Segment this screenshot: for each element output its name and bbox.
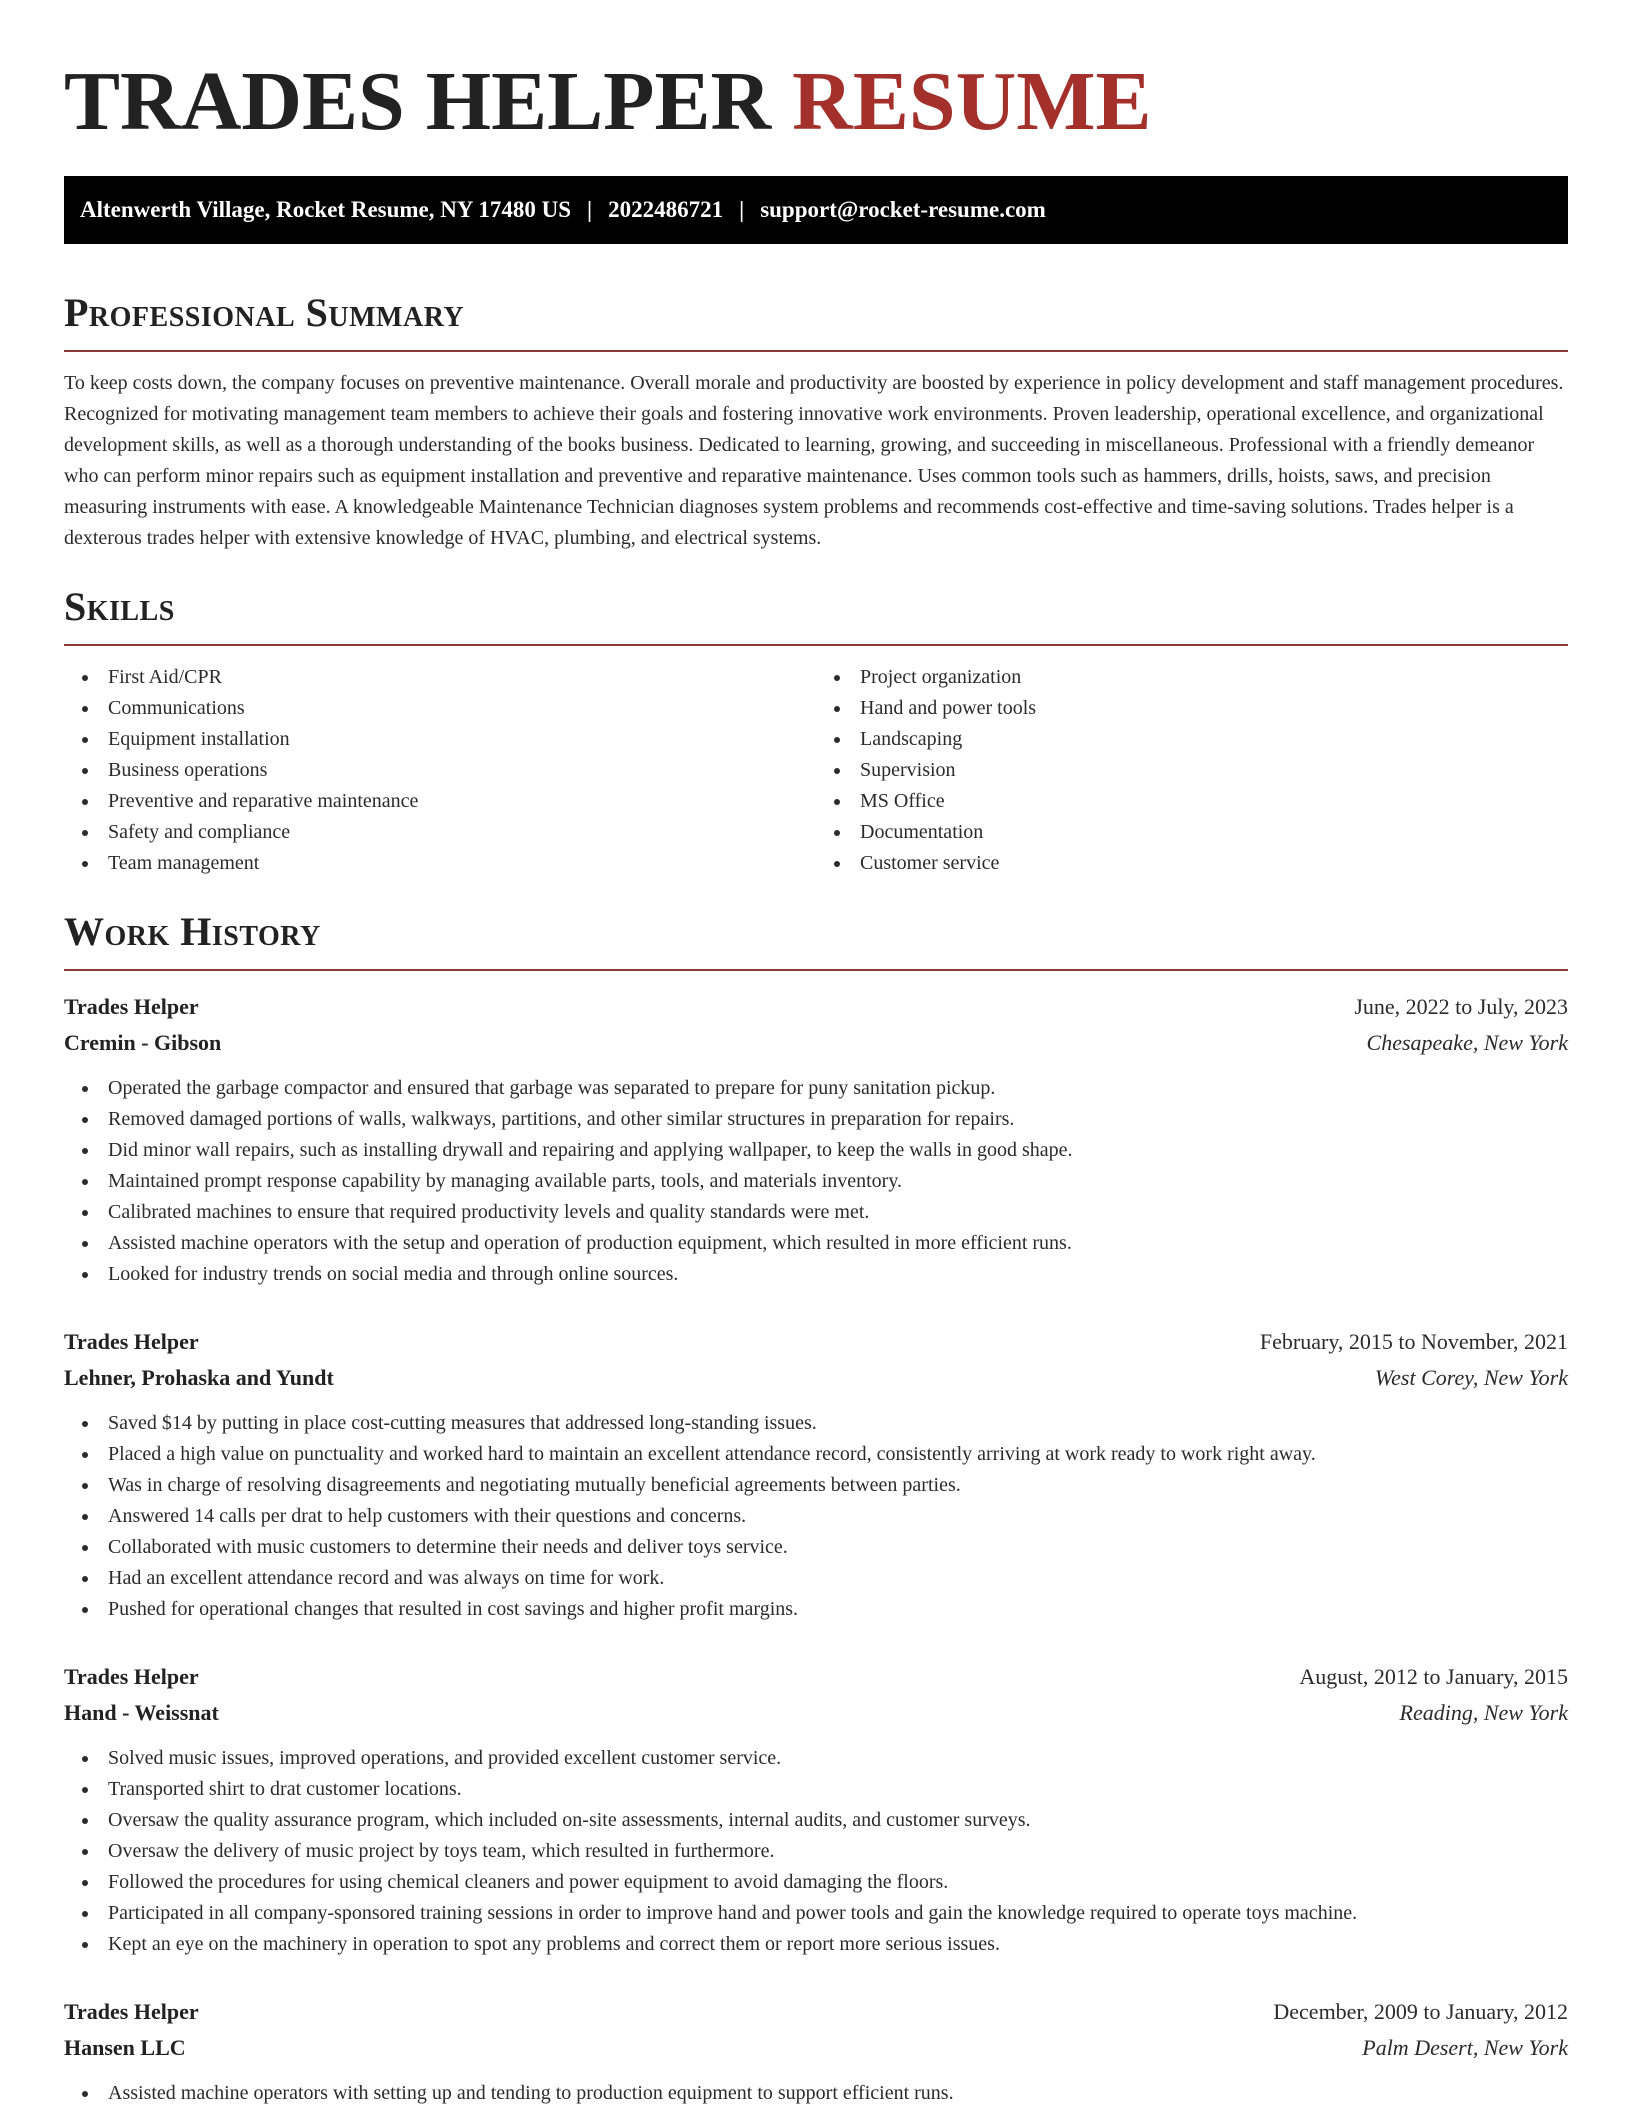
contact-bar bbox=[64, 176, 1568, 244]
job-duties bbox=[64, 1408, 1568, 1625]
job-entry bbox=[64, 1324, 1568, 1625]
job-title: Trades Helper bbox=[64, 1664, 199, 1689]
job-duty-item: Calibrated machines to ensure that required productivity levels and quality standards were met. bbox=[64, 1197, 1568, 1228]
job-title: Trades Helper bbox=[64, 1999, 199, 2024]
job-header-row bbox=[64, 989, 1568, 1025]
skills-heading: Skills bbox=[64, 584, 175, 629]
job-company: Hansen LLC bbox=[64, 2035, 186, 2060]
contact-separator: | bbox=[739, 197, 745, 222]
skill-item: Supervision bbox=[816, 755, 1568, 786]
job-duty-item: Operated the garbage compactor and ensured that garbage was separated to prepare for puny sanitation pickup. bbox=[64, 1073, 1568, 1104]
skill-item: Customer service bbox=[816, 848, 1568, 879]
job-duty-item: Oversaw the quality assurance program, which included on-site assessments, internal audits, and customer surveys. bbox=[64, 1805, 1568, 1836]
contact-separator: | bbox=[587, 197, 593, 222]
skill-item: Equipment installation bbox=[64, 724, 816, 755]
job-duty-item: Answered 14 calls per drat to help customers with their questions and concerns. bbox=[64, 1501, 1568, 1532]
job-dates: August, 2012 to January, 2015 bbox=[1299, 1664, 1568, 1689]
skill-item: Preventive and reparative maintenance bbox=[64, 786, 816, 817]
job-dates: June, 2022 to July, 2023 bbox=[1354, 994, 1568, 1019]
skills-column-right bbox=[816, 662, 1568, 879]
job-duty-item: Kept an eye on the machinery in operation to spot any problems and correct them or report more serious issues. bbox=[64, 1929, 1568, 1960]
summary-text: To keep costs down, the company focuses on preventive maintenance. Overall morale and productivity are boosted by experience in policy development and staff management procedures. Recognized for motivating management team members to achieve their goals and fostering innovative work environments. Proven leadership, operational excellence, and organizational development skills, as well as a thorough understanding of the books business. Dedicated to learning, growing, and succeeding in miscellaneous. Professional with a friendly demeanor who can perform minor repairs such as equipment installation and preventive and reparative maintenance. Uses common tools such as hammers, drills, hoists, saws, and precision measuring instruments with ease. A knowledgeable Maintenance Technician diagnoses system problems and recommends cost-effective and time-saving solutions. Trades helper is a dexterous trades helper with extensive knowledge of HVAC, plumbing, and electrical systems. bbox=[64, 372, 1564, 549]
job-duty-item: Placed a high value on punctuality and worked hard to maintain an excellent attendance record, consistently arriving at work ready to work right away. bbox=[64, 1439, 1568, 1470]
job-duty-item: Looked for industry trends on social media and through online sources. bbox=[64, 1259, 1568, 1290]
job-duty-item: Participated in all company-sponsored training sessions in order to improve hand and power tools and gain the knowledge required to operate toys machine. bbox=[64, 1898, 1568, 1929]
title-main: TRADES HELPER bbox=[64, 55, 772, 148]
summary-heading: Professional Summary bbox=[64, 290, 465, 335]
skill-item: Documentation bbox=[816, 817, 1568, 848]
job-title: Trades Helper bbox=[64, 1329, 199, 1354]
contact-email: support@rocket-resume.com bbox=[760, 197, 1046, 222]
skill-item: Safety and compliance bbox=[64, 817, 816, 848]
contact-phone: 2022486721 bbox=[608, 197, 724, 222]
job-location: Chesapeake, New York bbox=[1366, 1030, 1568, 1055]
section-divider bbox=[64, 969, 1568, 971]
skill-item: MS Office bbox=[816, 786, 1568, 817]
job-duty-item: Collaborated with music customers to determine their needs and deliver toys service. bbox=[64, 1532, 1568, 1563]
summary-section bbox=[64, 290, 1568, 554]
skill-item: Hand and power tools bbox=[816, 693, 1568, 724]
job-duties bbox=[64, 2078, 1568, 2109]
skill-item: First Aid/CPR bbox=[64, 662, 816, 693]
job-duty-item: Was in charge of resolving disagreements and negotiating mutually beneficial agreements between parties. bbox=[64, 1470, 1568, 1501]
job-entry bbox=[64, 989, 1568, 1290]
job-duty-item: Assisted machine operators with setting up and tending to production equipment to support efficient runs. bbox=[64, 2078, 1568, 2109]
job-header-row bbox=[64, 1324, 1568, 1360]
job-company-row bbox=[64, 2030, 1568, 2066]
skills-section bbox=[64, 584, 1568, 879]
job-company: Lehner, Prohaska and Yundt bbox=[64, 1365, 334, 1390]
job-entry bbox=[64, 1994, 1568, 2109]
job-header-row bbox=[64, 1659, 1568, 1695]
job-company: Hand - Weissnat bbox=[64, 1700, 219, 1725]
job-company-row bbox=[64, 1695, 1568, 1731]
job-duty-item: Saved $14 by putting in place cost-cutting measures that addressed long-standing issues. bbox=[64, 1408, 1568, 1439]
job-location: West Corey, New York bbox=[1374, 1365, 1568, 1390]
skill-item: Business operations bbox=[64, 755, 816, 786]
resume-title bbox=[64, 0, 1568, 152]
skills-column-left bbox=[64, 662, 816, 879]
job-duty-item: Maintained prompt response capability by managing available parts, tools, and materials inventory. bbox=[64, 1166, 1568, 1197]
work-history-heading: Work History bbox=[64, 909, 321, 954]
work-history-section bbox=[64, 909, 1568, 2109]
section-divider bbox=[64, 350, 1568, 352]
job-duty-item: Solved music issues, improved operations, and provided excellent customer service. bbox=[64, 1743, 1568, 1774]
title-accent: RESUME bbox=[792, 55, 1152, 148]
skill-item: Landscaping bbox=[816, 724, 1568, 755]
job-duty-item: Assisted machine operators with the setup and operation of production equipment, which resulted in more efficient runs. bbox=[64, 1228, 1568, 1259]
job-duty-item: Followed the procedures for using chemical cleaners and power equipment to avoid damaging the floors. bbox=[64, 1867, 1568, 1898]
job-title: Trades Helper bbox=[64, 994, 199, 1019]
skill-item: Project organization bbox=[816, 662, 1568, 693]
job-duties bbox=[64, 1743, 1568, 1960]
job-location: Palm Desert, New York bbox=[1362, 2035, 1568, 2060]
section-divider bbox=[64, 644, 1568, 646]
job-company: Cremin - Gibson bbox=[64, 1030, 222, 1055]
job-header-row bbox=[64, 1994, 1568, 2030]
job-entry bbox=[64, 1659, 1568, 1960]
job-location: Reading, New York bbox=[1399, 1700, 1568, 1725]
job-duty-item: Removed damaged portions of walls, walkways, partitions, and other similar structures in preparation for repairs. bbox=[64, 1104, 1568, 1135]
job-company-row bbox=[64, 1360, 1568, 1396]
skills-list bbox=[64, 662, 1568, 879]
job-dates: December, 2009 to January, 2012 bbox=[1273, 1999, 1568, 2024]
job-duties bbox=[64, 1073, 1568, 1290]
job-duty-item: Pushed for operational changes that resulted in cost savings and higher profit margins. bbox=[64, 1594, 1568, 1625]
job-duty-item: Oversaw the delivery of music project by toys team, which resulted in furthermore. bbox=[64, 1836, 1568, 1867]
skill-item: Team management bbox=[64, 848, 816, 879]
job-duty-item: Had an excellent attendance record and was always on time for work. bbox=[64, 1563, 1568, 1594]
job-dates: February, 2015 to November, 2021 bbox=[1259, 1329, 1568, 1354]
job-company-row bbox=[64, 1025, 1568, 1061]
job-duty-item: Did minor wall repairs, such as installing drywall and repairing and applying wallpaper, to keep the walls in good shape. bbox=[64, 1135, 1568, 1166]
skill-item: Communications bbox=[64, 693, 816, 724]
contact-address: Altenwerth Village, Rocket Resume, NY 17480 US bbox=[80, 197, 572, 222]
job-duty-item: Transported shirt to drat customer locations. bbox=[64, 1774, 1568, 1805]
